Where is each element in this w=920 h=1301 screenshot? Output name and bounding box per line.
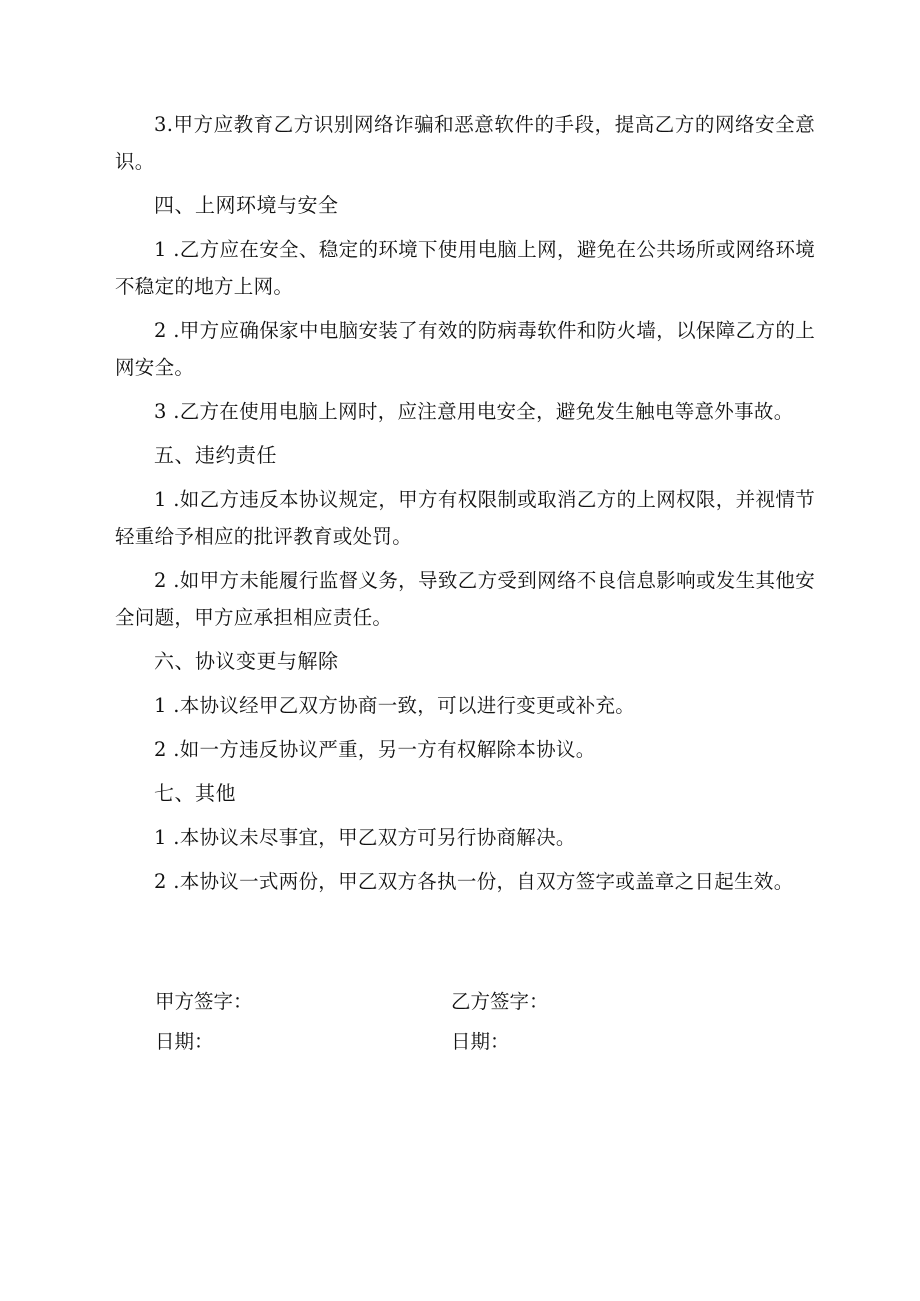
date-row [155, 1023, 755, 1063]
paragraph: 3 .乙方在使用电脑上网时，应注意用电安全，避免发生触电等意外事故。 [154, 400, 794, 423]
section-heading-other: 七、其他 [154, 781, 236, 805]
section-heading-environment-security: 四、上网环境与安全 [154, 193, 339, 217]
paragraph: 2 .本协议一式两份，甲乙双方各执一份，自双方签字或盖章之日起生效。 [154, 870, 794, 893]
signature-block [155, 983, 755, 1063]
section-heading-liability: 五、违约责任 [154, 443, 277, 467]
party-b-date-label: 日期： [451, 1030, 510, 1053]
party-a-signature-label: 甲方签字： [155, 990, 253, 1013]
paragraph: 2 .甲方应确保家中电脑安装了有效的防病毒软件和防火墙，以保障乙方的上网安全。 [115, 319, 815, 379]
signature-row [155, 983, 755, 1023]
paragraph: 3.甲方应教育乙方识别网络诈骗和恶意软件的手段，提高乙方的网络安全意识。 [115, 113, 815, 173]
paragraph: 2 .如一方违反协议严重，另一方有权解除本协议。 [154, 738, 596, 761]
party-b-signature-label: 乙方签字： [451, 990, 549, 1013]
paragraph: 1 .本协议经甲乙双方协商一致，可以进行变更或补充。 [154, 694, 636, 717]
party-a-date-label: 日期： [155, 1030, 214, 1053]
paragraph: 1 .本协议未尽事宜，甲乙双方可另行协商解决。 [154, 826, 576, 849]
document-body [115, 106, 815, 907]
paragraph: 1 .如乙方违反本协议规定，甲方有权限制或取消乙方的上网权限，并视情节轻重给予相应的批评教育或处罚。 [115, 488, 815, 548]
section-heading-amendment: 六、协议变更与解除 [154, 649, 339, 673]
paragraph: 1 .乙方应在安全、稳定的环境下使用电脑上网，避免在公共场所或网络环境不稳定的地方上网。 [115, 238, 815, 298]
paragraph: 2 .如甲方未能履行监督义务，导致乙方受到网络不良信息影响或发生其他安全问题，甲方应承担相应责任。 [115, 569, 815, 629]
